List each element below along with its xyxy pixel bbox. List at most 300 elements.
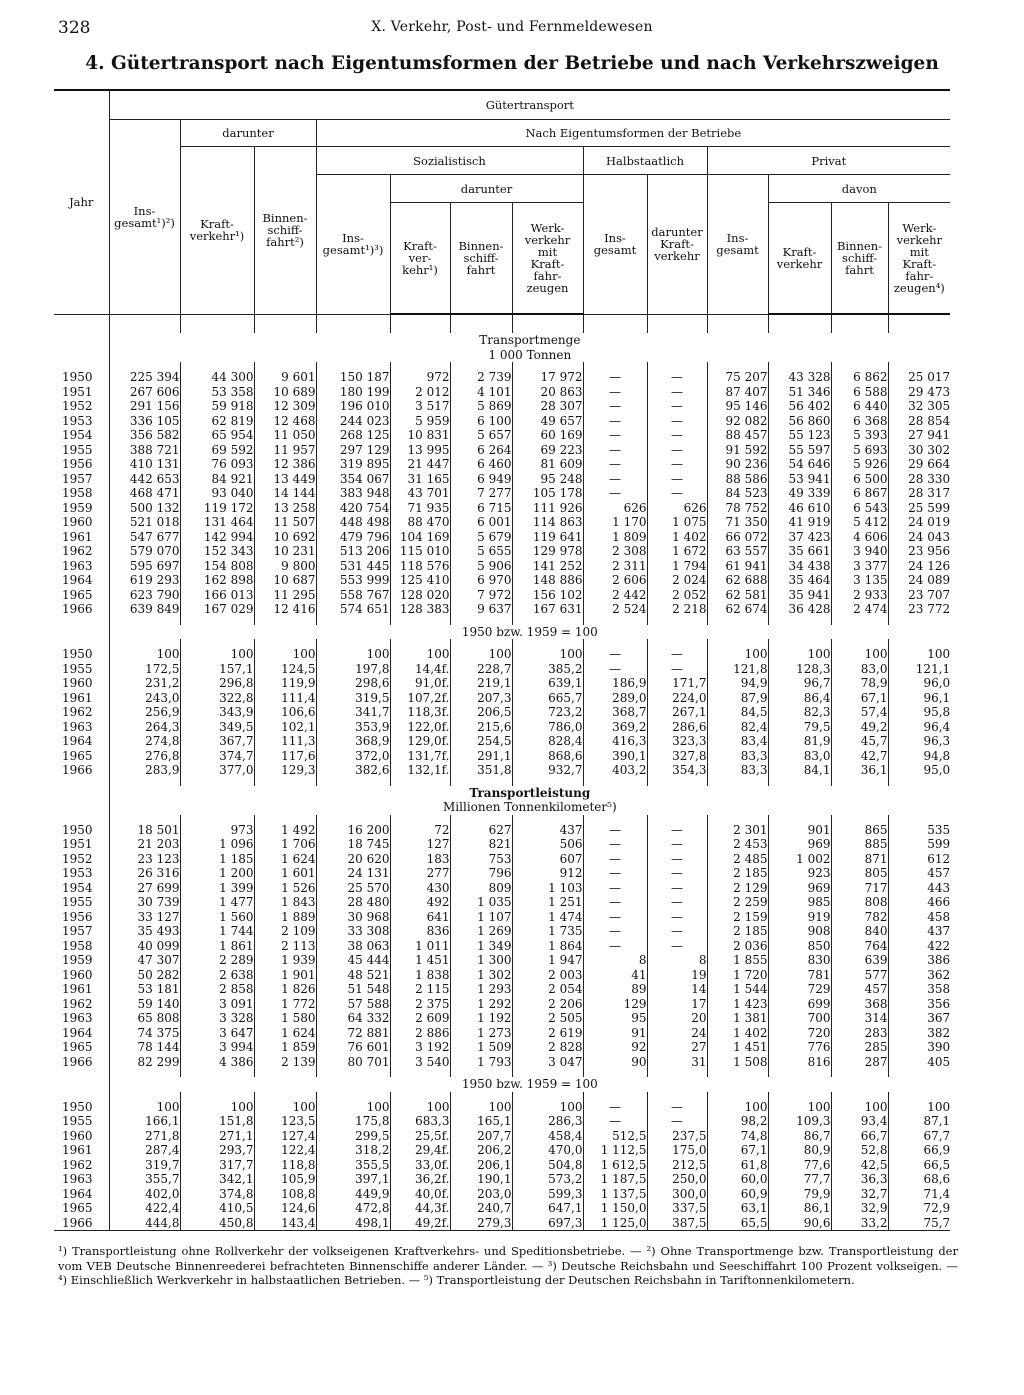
table-cell: 10 692 — [254, 530, 316, 545]
table-cell: — — [583, 823, 647, 838]
table-cell: 65 808 — [109, 1011, 180, 1026]
table-cell: 231,2 — [109, 676, 180, 691]
table-cell: 377,0 — [180, 763, 254, 778]
table-cell: 2 115 — [390, 982, 450, 997]
table-row — [54, 457, 950, 472]
header-col-6: Binnen- schiff- fahrt — [450, 203, 512, 315]
table-cell: 776 — [768, 1040, 831, 1055]
table-cell: 78 144 — [109, 1040, 180, 1055]
table-cell: 6 100 — [450, 414, 512, 429]
table-cell: 1 624 — [254, 852, 316, 867]
table-cell: 78,9 — [831, 676, 888, 691]
table-cell: 314 — [831, 1011, 888, 1026]
table-cell: 100 — [707, 1100, 768, 1115]
table-cell: 271,8 — [109, 1129, 180, 1144]
year-cell: 1959 — [62, 953, 93, 967]
table-cell: 7 972 — [450, 588, 512, 603]
table-cell: 1 150,0 — [583, 1201, 647, 1216]
year-cell: 1956 — [62, 909, 93, 924]
table-cell: 390,1 — [583, 749, 647, 764]
table-cell: 298,6 — [316, 676, 390, 691]
table-row — [54, 1040, 950, 1055]
table-cell: 2 012 — [390, 385, 450, 400]
table-cell: 369,2 — [583, 720, 647, 735]
table-cell: 100 — [512, 1100, 583, 1115]
table-cell: 32 305 — [888, 399, 950, 414]
year-cell: 1963 — [62, 558, 93, 573]
table-cell: 54 646 — [768, 457, 831, 472]
table-cell: 94,8 — [888, 749, 950, 764]
table-cell: 25,5f. — [390, 1129, 450, 1144]
header-col-1: Ins- gesamt¹)²) — [109, 120, 180, 315]
table-cell: 1 901 — [254, 968, 316, 983]
table-cell: 41 — [583, 968, 647, 983]
table-cell: 77,6 — [768, 1158, 831, 1173]
table-cell: 1 349 — [450, 939, 512, 954]
table-cell: 40,0f. — [390, 1187, 450, 1202]
table-cell: 1 826 — [254, 982, 316, 997]
table-cell: 805 — [831, 866, 888, 881]
table-cell: 420 754 — [316, 501, 390, 516]
table-cell: 27 699 — [109, 881, 180, 896]
table-cell: 129,0f. — [390, 734, 450, 749]
table-cell: 599 — [888, 837, 950, 852]
table-cell: 1 292 — [450, 997, 512, 1012]
table-cell: 117,6 — [254, 749, 316, 764]
table-cell: 639 849 — [109, 602, 180, 617]
table-cell: 104 169 — [390, 530, 450, 545]
table-cell: 1 269 — [450, 924, 512, 939]
table-cell: 95,0 — [888, 763, 950, 778]
table-cell: 21 203 — [109, 837, 180, 852]
table-row — [54, 1114, 950, 1129]
table-cell: 75 207 — [707, 370, 768, 385]
table-cell: 86,7 — [768, 1129, 831, 1144]
table-cell: 59 918 — [180, 399, 254, 414]
table-cell: 119 641 — [512, 530, 583, 545]
table-cell: 535 — [888, 823, 950, 838]
table-cell: 286,6 — [647, 720, 707, 735]
table-cell: 764 — [831, 939, 888, 954]
table-cell: 100 — [888, 1100, 950, 1115]
header-col-8: Ins- gesamt — [583, 175, 647, 315]
table-cell: 88 457 — [707, 428, 768, 443]
table-cell: 383 948 — [316, 486, 390, 501]
table-cell: 3 940 — [831, 544, 888, 559]
table-cell: — — [583, 443, 647, 458]
table-cell: 2 739 — [450, 370, 512, 385]
table-row — [54, 866, 950, 881]
table-cell: 3 328 — [180, 1011, 254, 1026]
table-cell: 10 231 — [254, 544, 316, 559]
table-cell: 479 796 — [316, 530, 390, 545]
table-cell: 36,2f. — [390, 1172, 450, 1187]
year-cell: 1958 — [62, 938, 93, 953]
table-cell: 100 — [109, 647, 180, 662]
header-darunter: darunter — [180, 120, 316, 147]
table-cell: 1 170 — [583, 515, 647, 530]
table-cell: 66,7 — [831, 1129, 888, 1144]
table-cell: 700 — [768, 1011, 831, 1026]
table-cell: 969 — [768, 837, 831, 852]
table-cell: 28 480 — [316, 895, 390, 910]
table-cell: 6 543 — [831, 501, 888, 516]
table-cell: 279,3 — [450, 1216, 512, 1231]
table-cell: 240,7 — [450, 1201, 512, 1216]
header-col-10: Ins- gesamt — [707, 175, 768, 315]
table-cell: 1 720 — [707, 968, 768, 983]
table-cell: 100 — [512, 647, 583, 662]
table-cell: 206,5 — [450, 705, 512, 720]
table-cell: 276,8 — [109, 749, 180, 764]
table-cell: 641 — [390, 910, 450, 925]
table-cell: 8 — [583, 953, 647, 968]
table-cell: — — [647, 939, 707, 954]
table-row — [54, 1158, 950, 1173]
table-cell: 71 935 — [390, 501, 450, 516]
table-cell: 1 889 — [254, 910, 316, 925]
table-row — [54, 1055, 950, 1070]
year-cell: 1955 — [62, 1114, 93, 1128]
table-cell: 171,7 — [647, 676, 707, 691]
table-cell: 62 581 — [707, 588, 768, 603]
table-cell: 63,1 — [707, 1201, 768, 1216]
table-cell: 2 052 — [647, 588, 707, 603]
table-cell: — — [583, 472, 647, 487]
table-cell: 53 358 — [180, 385, 254, 400]
table-cell: 466 — [888, 895, 950, 910]
table-row — [54, 997, 950, 1012]
table-cell: 796 — [450, 866, 512, 881]
table-row — [54, 515, 950, 530]
year-cell: 1960 — [62, 1128, 93, 1143]
table-cell: 293,7 — [180, 1143, 254, 1158]
table-cell: — — [583, 486, 647, 501]
table-cell: 1 011 — [390, 939, 450, 954]
table-cell: 972 — [390, 370, 450, 385]
table-cell: 1 601 — [254, 866, 316, 881]
table-cell: 131 464 — [180, 515, 254, 530]
table-row — [54, 982, 950, 997]
table-cell: 28 307 — [512, 399, 583, 414]
table-cell: 2 113 — [254, 939, 316, 954]
table-cell: 353,9 — [316, 720, 390, 735]
table-cell: 175,8 — [316, 1114, 390, 1129]
table-cell: 89 — [583, 982, 647, 997]
table-cell: 81 609 — [512, 457, 583, 472]
table-row — [54, 691, 950, 706]
table-cell: 443 — [888, 881, 950, 896]
table-cell: 6 715 — [450, 501, 512, 516]
year-cell: 1966 — [62, 1054, 93, 1069]
table-cell: 1 251 — [512, 895, 583, 910]
table-cell: 111,4 — [254, 691, 316, 706]
year-cell: 1955 — [62, 895, 93, 909]
table-cell: 49 339 — [768, 486, 831, 501]
table-cell: 74 375 — [109, 1026, 180, 1041]
table-cell: 457 — [831, 982, 888, 997]
table-cell: 82,3 — [768, 705, 831, 720]
section-title: 1 000 Tonnen — [109, 348, 950, 363]
table-cell: 8 — [647, 953, 707, 968]
table-cell: 13 258 — [254, 501, 316, 516]
table-cell: 1 423 — [707, 997, 768, 1012]
table-cell: 197,8 — [316, 662, 390, 677]
table-cell: — — [647, 881, 707, 896]
table-cell: 65,5 — [707, 1216, 768, 1231]
table-cell: 14 — [647, 982, 707, 997]
table-cell: 128 020 — [390, 588, 450, 603]
table-cell: 2 619 — [512, 1026, 583, 1041]
table-cell: 102,1 — [254, 720, 316, 735]
table-cell: 410,5 — [180, 1201, 254, 1216]
table-cell: 639,1 — [512, 676, 583, 691]
table-cell: 382,6 — [316, 763, 390, 778]
table-cell: 43 328 — [768, 370, 831, 385]
table-cell: 88 470 — [390, 515, 450, 530]
table-cell: 422 — [888, 939, 950, 954]
table-cell: 5 655 — [450, 544, 512, 559]
table-cell: 250,0 — [647, 1172, 707, 1187]
table-cell: 4 101 — [450, 385, 512, 400]
table-cell: 91,0f. — [390, 676, 450, 691]
table-cell: 9 601 — [254, 370, 316, 385]
table-cell: 45 444 — [316, 953, 390, 968]
table-cell: 98,2 — [707, 1114, 768, 1129]
table-cell: 100 — [254, 647, 316, 662]
table-cell: 23 956 — [888, 544, 950, 559]
table-cell: 42,7 — [831, 749, 888, 764]
table-cell: 449,9 — [316, 1187, 390, 1202]
year-cell: 1965 — [62, 1201, 93, 1215]
table-cell: — — [647, 866, 707, 881]
table-cell: 141 252 — [512, 559, 583, 574]
table-cell: 111,3 — [254, 734, 316, 749]
header-col-4: Ins- gesamt¹)³) — [316, 175, 390, 315]
table-cell: 20 620 — [316, 852, 390, 867]
table-cell: 287,4 — [109, 1143, 180, 1158]
table-cell: 2 311 — [583, 559, 647, 574]
table-cell: — — [647, 852, 707, 867]
table-cell: 382 — [888, 1026, 950, 1041]
table-cell: 513 206 — [316, 544, 390, 559]
table-cell: 206,2 — [450, 1143, 512, 1158]
table-cell: 27 941 — [888, 428, 950, 443]
table-cell: 172,5 — [109, 662, 180, 677]
table-cell: 865 — [831, 823, 888, 838]
table-cell: 96,1 — [888, 691, 950, 706]
table-cell: 167 631 — [512, 602, 583, 617]
table-cell: 2 375 — [390, 997, 450, 1012]
table-cell: 1 451 — [707, 1040, 768, 1055]
table-cell: 154 808 — [180, 559, 254, 574]
table-cell: 86,4 — [768, 691, 831, 706]
table-cell: 289,0 — [583, 691, 647, 706]
table-cell: 2 524 — [583, 602, 647, 617]
table-cell: 80 701 — [316, 1055, 390, 1070]
table-row — [54, 443, 950, 458]
year-cell: 1960 — [62, 515, 93, 529]
table-cell: 1 492 — [254, 823, 316, 838]
table-cell: 808 — [831, 895, 888, 910]
table-cell: 356 582 — [109, 428, 180, 443]
table-cell: 448 498 — [316, 515, 390, 530]
table-cell: 2 129 — [707, 881, 768, 896]
table-cell: 830 — [768, 953, 831, 968]
table-cell: 355,7 — [109, 1172, 180, 1187]
table-cell: 87,1 — [888, 1114, 950, 1129]
table-cell: 30 968 — [316, 910, 390, 925]
table-cell: 16 200 — [316, 823, 390, 838]
table-cell: 323,3 — [647, 734, 707, 749]
table-cell: — — [583, 647, 647, 662]
table-cell: 24 131 — [316, 866, 390, 881]
table-cell: 121,1 — [888, 662, 950, 677]
table-cell: 322,8 — [180, 691, 254, 706]
table-cell: 35 661 — [768, 544, 831, 559]
table-cell: 65 954 — [180, 428, 254, 443]
table-cell: 2 054 — [512, 982, 583, 997]
table-cell: 33,2 — [831, 1216, 888, 1231]
table-cell: 25 017 — [888, 370, 950, 385]
header-col-9: darunter Kraft- verkehr — [647, 175, 707, 315]
table-cell: — — [647, 662, 707, 677]
table-cell: 2 638 — [180, 968, 254, 983]
table-cell: 95 146 — [707, 399, 768, 414]
table-row — [54, 852, 950, 867]
table-cell: 319 895 — [316, 457, 390, 472]
table-cell: 416,3 — [583, 734, 647, 749]
table-cell: 573,2 — [512, 1172, 583, 1187]
header-guetertransport: Gütertransport — [109, 90, 950, 120]
table-cell: 18 501 — [109, 823, 180, 838]
table-cell: 23 772 — [888, 602, 950, 617]
table-cell: 61 941 — [707, 559, 768, 574]
table-cell: — — [647, 910, 707, 925]
table-cell: 901 — [768, 823, 831, 838]
table-cell: 368 — [831, 997, 888, 1012]
table-cell: — — [583, 881, 647, 896]
table-cell: 62 674 — [707, 602, 768, 617]
table-cell: 6 500 — [831, 472, 888, 487]
table-cell: 203,0 — [450, 1187, 512, 1202]
table-cell: 100 — [768, 1100, 831, 1115]
table-cell: 107,2f. — [390, 691, 450, 706]
table-cell: 212,5 — [647, 1158, 707, 1173]
table-cell: 268 125 — [316, 428, 390, 443]
table-cell: 105 178 — [512, 486, 583, 501]
year-cell: 1952 — [62, 399, 93, 413]
year-cell: 1965 — [62, 748, 93, 763]
table-cell: 1 273 — [450, 1026, 512, 1041]
table-cell: 100 — [390, 1100, 450, 1115]
year-cell: 1960 — [62, 967, 93, 982]
year-cell: 1950 — [62, 822, 93, 837]
table-cell: 180 199 — [316, 385, 390, 400]
table-cell: 458 — [888, 910, 950, 925]
header-jahr: Jahr — [54, 90, 109, 314]
table-cell: 83,0 — [768, 749, 831, 764]
table-cell: 63 557 — [707, 544, 768, 559]
table-cell: 129 — [583, 997, 647, 1012]
table-cell: 96,3 — [888, 734, 950, 749]
table-row — [54, 1011, 950, 1026]
table-row — [54, 968, 950, 983]
table-title: 4. Gütertransport nach Eigentumsformen der Betriebe und nach Verkehrszweigen — [85, 53, 939, 74]
table-cell: 142 994 — [180, 530, 254, 545]
table-cell: 84 921 — [180, 472, 254, 487]
table-cell: 506 — [512, 837, 583, 852]
table-cell: 114 863 — [512, 515, 583, 530]
table-cell: 430 — [390, 881, 450, 896]
table-cell: 28 317 — [888, 486, 950, 501]
table-cell: 3 192 — [390, 1040, 450, 1055]
table-cell: 186,9 — [583, 676, 647, 691]
table-cell: 124,6 — [254, 1201, 316, 1216]
table-cell: 92 — [583, 1040, 647, 1055]
table-cell: 1 544 — [707, 982, 768, 997]
table-cell: — — [583, 837, 647, 852]
year-cell: 1950 — [62, 647, 93, 661]
table-cell: 626 — [583, 501, 647, 516]
table-cell: 92 082 — [707, 414, 768, 429]
table-cell: 1 112,5 — [583, 1143, 647, 1158]
table-cell: 88 586 — [707, 472, 768, 487]
table-cell: 100 — [831, 1100, 888, 1115]
table-cell: 206,1 — [450, 1158, 512, 1173]
table-cell: 207,7 — [450, 1129, 512, 1144]
header-col-11: Kraft- verkehr — [768, 203, 831, 315]
table-cell: 18 745 — [316, 837, 390, 852]
table-cell: 156 102 — [512, 588, 583, 603]
table-cell: 118,3f. — [390, 705, 450, 720]
table-cell: 40 099 — [109, 939, 180, 954]
year-cell: 1957 — [62, 471, 93, 486]
table-row — [54, 559, 950, 574]
table-cell: 619 293 — [109, 573, 180, 588]
table-row — [54, 953, 950, 968]
table-row — [54, 823, 950, 838]
section-title: Transportleistung — [109, 786, 950, 801]
table-cell: 67,1 — [707, 1143, 768, 1158]
year-cell: 1953 — [62, 866, 93, 880]
table-cell: 11 050 — [254, 428, 316, 443]
table-cell: 100 — [768, 647, 831, 662]
table-cell: 623 790 — [109, 588, 180, 603]
table-cell: 131,7f. — [390, 749, 450, 764]
table-cell: 639 — [831, 953, 888, 968]
table-cell: 297 129 — [316, 443, 390, 458]
table-cell: 317,7 — [180, 1158, 254, 1173]
year-cell: 1952 — [62, 851, 93, 866]
table-cell: — — [647, 486, 707, 501]
table-cell: 43 701 — [390, 486, 450, 501]
table-cell: 20 863 — [512, 385, 583, 400]
table-cell: 28 330 — [888, 472, 950, 487]
table-cell: 553 999 — [316, 573, 390, 588]
table-cell: 327,8 — [647, 749, 707, 764]
year-cell: 1951 — [62, 384, 93, 399]
table-cell: 62 688 — [707, 573, 768, 588]
table-cell: 52,8 — [831, 1143, 888, 1158]
table-cell: 56 402 — [768, 399, 831, 414]
table-cell: 51 346 — [768, 385, 831, 400]
table-cell: — — [583, 457, 647, 472]
table-cell: 2 259 — [707, 895, 768, 910]
table-cell: — — [583, 1114, 647, 1129]
table-cell: 264,3 — [109, 720, 180, 735]
table-cell: — — [583, 852, 647, 867]
